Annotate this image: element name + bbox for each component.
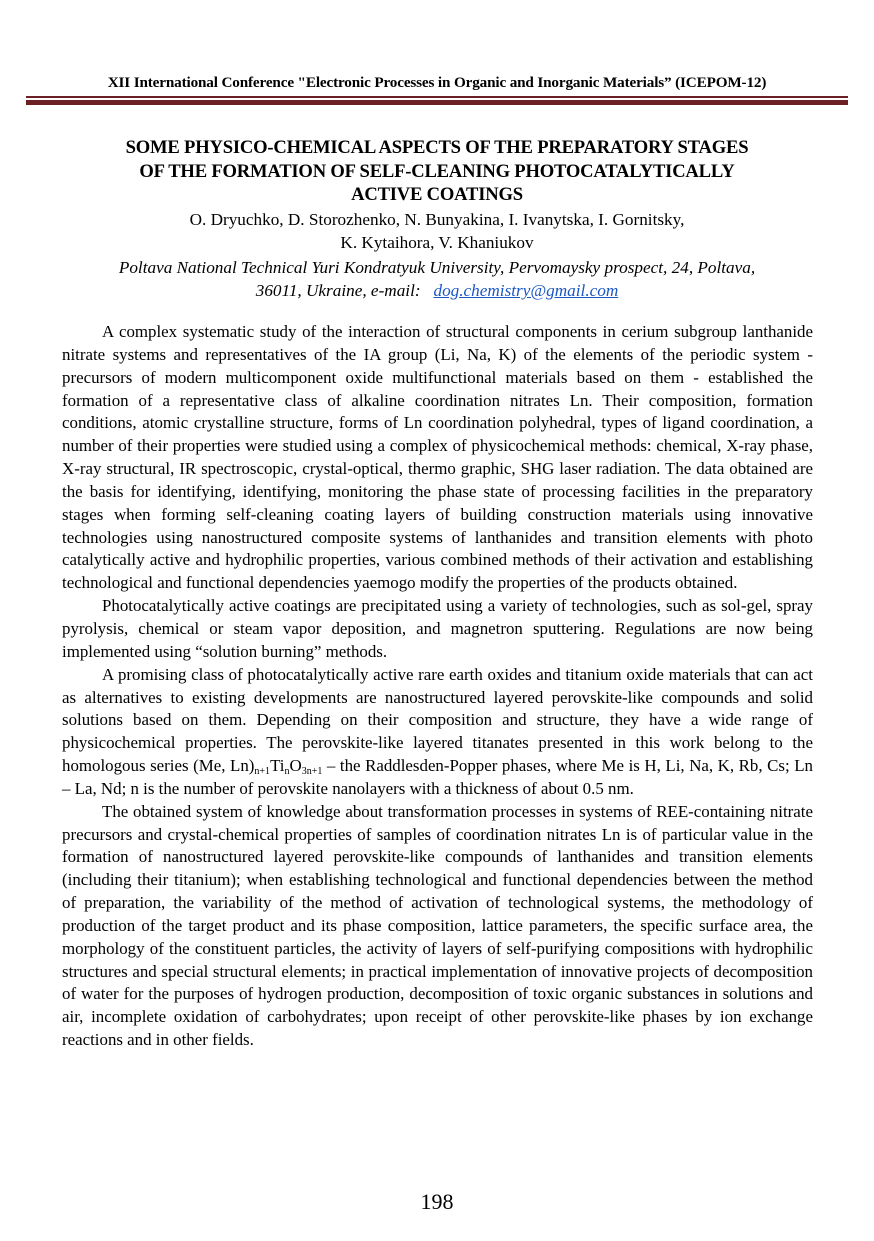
affiliation-line: Poltava National Technical Yuri Kondratyuk University, Pervomaysky prospect, 24, Poltava, — [118, 258, 756, 277]
header-rule-thick — [26, 100, 848, 105]
formula-description: – the Raddlesden-Popper phases, where Me is H, Li, Na, K, Rb, Cs; Ln – La, Nd; n is the number of perovskite nanolayers with a thickness of about 0.5 nm. — [62, 756, 813, 798]
paragraph-3 — [62, 664, 813, 801]
author-list — [60, 208, 814, 254]
paragraph-4: The obtained system of knowledge about transformation processes in systems of REE-containing nitrate precursors and crystal-chemical properties of samples of coordination nitrates Ln is of particular value in the formation of nanostructured layered perovskite-like compounds of lanthanides and transition elements (including their titanium); when establishing technological and functional dependencies between the method of preparation, the variability of the method of activation of technological systems, the methodology of production of the target product and its phase composition, lattice parameters, the specific surface area, the morphology of the constituent particles, the activity of layers of self-purifying compositions with hydrophilic structures and special structural elements; in practical implementation of innovative projects of decomposition of water for the purposes of hydrogen production, decomposition of toxic organic substances in solutions and air, incomplete oxidation of carbohydrates; upon receipt of other perovskite-like phases by ion exchange reactions and in other fields. — [62, 801, 813, 1050]
affiliation — [60, 256, 814, 302]
author-line: O. Dryuchko, D. Storozhenko, N. Bunyakina, I. Ivanytska, I. Gornitsky, — [189, 210, 685, 229]
header-rule-thin — [26, 96, 848, 98]
title-line: ACTIVE COATINGS — [351, 184, 523, 206]
paper-title — [60, 136, 814, 207]
running-header: XII International Conference "Electronic Processes in Organic and Inorganic Materials” (ICEPOM-12) — [107, 74, 767, 91]
paragraph-2: Photocatalytically active coatings are precipitated using a variety of technologies, such as sol-gel, spray pyrolysis, chemical or steam vapor deposition, and magnetron sputtering. Regulations are now being implemented using “solution burning” methods. — [62, 596, 813, 661]
article-body — [62, 321, 813, 1052]
affiliation-address: 36011, Ukraine, e-mail: — [255, 281, 421, 300]
paragraph-3-text: A promising class of photocatalytically active rare earth oxides and titanium oxide materials that can act as alternatives to existing developments are nanostructured layered perovskite-like compounds and solid solutions based on them. Depending on their composition and structure, they have a wide range of physicochemical properties. The perovskite-like layered titanates presented in this work belong to the homologous series — [62, 664, 813, 776]
author-line: K. Kytaihora, V. Khaniukov — [340, 233, 534, 252]
paragraph-1: A complex systematic study of the interaction of structural components in cerium subgroup lanthanide nitrate systems and representatives of the IA group (Li, Na, K) of the elements of the periodic system - precursors of modern multicomponent oxide multifunctional materials based on them - established the formation of a representative class of alkaline coordination nitrates Ln. Their composition, formation conditions, atomic crystalline structure, forms of Ln coordination polyhedral, types of ligand coordination, a number of their properties were studied using a complex of physicochemical methods: chemical, X-ray phase, X-ray structural, IR spectroscopic, crystal-optical, thermo graphic, SHG laser radiation. The data obtained are the basis for identifying, identifying, monitoring the phase state of processing facilities in the preparatory stages when forming self-cleaning coating layers of building construction materials using innovative technologies using nanostructured composite systems of lanthanides and transition elements with photo catalytically active and hydrophilic properties, various combined methods of their activation and establishing technological and functional dependencies yaemogo modify the properties of the products obtained. — [62, 322, 813, 593]
email-link[interactable]: dog.chemistry@gmail.com — [433, 281, 619, 300]
title-line: SOME PHYSICO-CHEMICAL ASPECTS OF THE PREPARATORY STAGES — [125, 137, 749, 158]
affiliation-line-2 — [60, 279, 814, 302]
page-number: 198 — [420, 1189, 454, 1214]
title-line: OF THE FORMATION OF SELF-CLEANING PHOTOCATALYTICALLY — [139, 160, 735, 182]
chemical-formula: (Me, $Ln)_{n+1}Ti_nO_{3n+1}$ — [193, 756, 323, 778]
